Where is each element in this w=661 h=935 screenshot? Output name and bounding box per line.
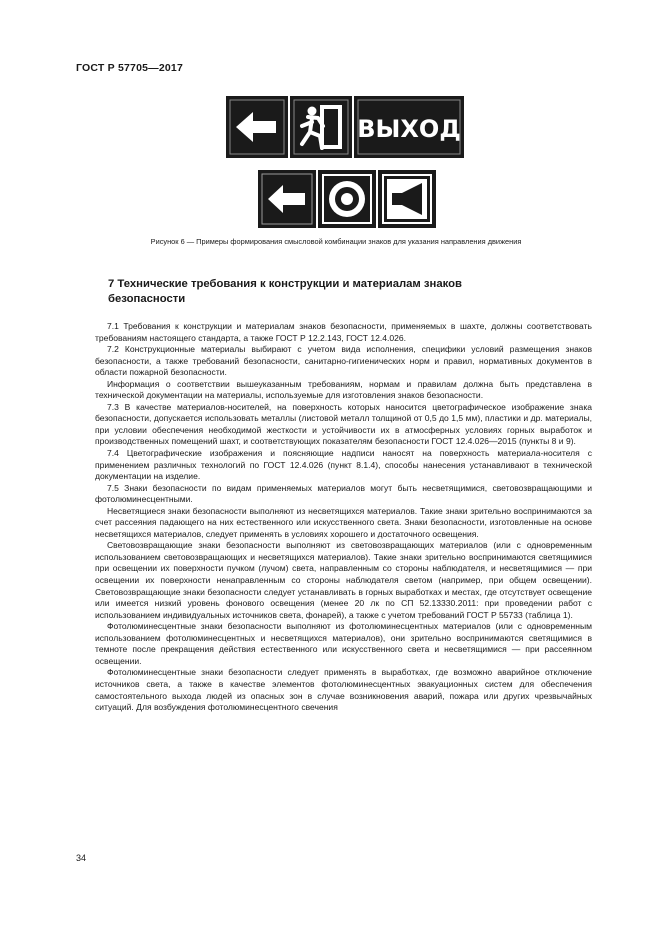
ring-target-icon bbox=[318, 170, 376, 228]
body-text bbox=[95, 321, 592, 714]
siren-horn-icon bbox=[378, 170, 436, 228]
running-man-sign bbox=[290, 96, 352, 158]
arrow-left-sign bbox=[226, 96, 288, 158]
page-number: 34 bbox=[76, 853, 87, 863]
running-man-door-icon bbox=[290, 96, 352, 158]
arrow-left-icon bbox=[226, 96, 288, 158]
section-heading-line-2: безопасности bbox=[108, 293, 186, 305]
paragraph: 7.1 Требования к конструкции и материалам знаков безопасности, применяемых в шахте, должны соответствовать требованиям настоящего стандарта, а также ГОСТ Р 12.2.143, ГОСТ 12.4.026. bbox=[95, 321, 592, 343]
paragraph: 7.2 Конструкционные материалы выбирают с учетом вида исполнения, специфики условий размещения знаков безопасности, а также требований безопасности, санитарно-гигиенических норм и правил, нормативных документов в области пожарной безопасности. bbox=[95, 344, 592, 378]
paragraph: Несветящиеся знаки безопасности выполняют из несветящихся материалов. Такие знаки зрительно воспринимаются за счет рассеяния падающего на них естественного или искусственного света. Знаки безопасности, изготовленные на основе несветящихся материалов, следует применять в условиях хорошего и достаточного освещения. bbox=[95, 505, 592, 539]
ring-target-sign bbox=[318, 170, 376, 228]
figure-caption: Рисунок 6 — Примеры формирования смысловой комбинации знаков для указания направления движения bbox=[150, 237, 522, 246]
paragraph: Фотолюминесцентные знаки безопасности выполняют из фотолюминесцентных материалов (или с одновременным использованием фотолюминесцентных и несветящихся материалов), они зрительно воспринимаются светящимися в темноте после прекращения действия естественного или искусственного света и несветящимися — при рассеянном освещении. bbox=[95, 621, 592, 666]
section-heading-line-1: 7 Технические требования к конструкции и материалам знаков bbox=[108, 278, 463, 290]
paragraph: Фотолюминесцентные знаки безопасности следует применять в выработках, где возможно аварийное отключение источников света, а также в качестве элементов фотолюминесцентных эвакуационных систем для обеспечения самостоятельного выхода людей из опасных зон в случае возникновения аварий, пожара или других чрезвычайных ситуаций. Для возбуждения фотолюминесцентного свечения bbox=[95, 667, 592, 713]
siren-sign bbox=[378, 170, 436, 228]
paragraph: Информация о соответствии вышеуказанным требованиям, нормам и правилам должна быть представлена в технической документации на материалы, используемые для изготовления знаков безопасности. bbox=[95, 378, 592, 401]
paragraph: Световозвращающие знаки безопасности выполняют из световозвращающих материалов (или с одновременным использованием световозвращающих и несветящихся материалов). Такие знаки зрительно воспринимаются светящимися при освещении их поверхности пучком (лучом) света, направленным со стороны наблюдателя, и несветящимися — при освещении их поверхности ненаправленным со стороны наблюдателя светом (например, при общем освещении). Световозвращающие знаки безопасности следует устанавливать в горных выработках и местах, где отсутствует освещение или имеется низкий уровень фонового освещения (менее 20 лк по СП 52.13330.2011: при проведении работ с использованием индивидуальных источников света, фонарей), а также с учетом требований ГОСТ Р 55733 (таблица 1). bbox=[95, 540, 592, 620]
paragraph: 7.3 В качестве материалов-носителей, на поверхность которых наносится цветографическое изображение знака безопасности, допускается использовать металлы (листовой металл толщиной от 0,5 до 1,5 мм), пластики и др. материалы, при условии обеспечения необходимой жесткости и устойчивости их в атмосферных условиях горных выработок и производственных помещений шахт, и соответствующих показателям безопасности ГОСТ 12.4.026—2015 (пункты 8 и 9). bbox=[95, 401, 592, 447]
arrow-left-icon bbox=[258, 170, 316, 228]
exit-sign-text: ВЫХОД bbox=[357, 115, 461, 143]
section-heading bbox=[108, 277, 548, 307]
exit-text-graphic bbox=[354, 96, 464, 158]
paragraph: 7.5 Знаки безопасности по видам применяемых материалов могут быть несветящимися, световозвращающими и фотолюминесцентными. bbox=[95, 482, 592, 505]
document-header: ГОСТ Р 57705—2017 bbox=[76, 62, 184, 74]
exit-text-sign bbox=[354, 96, 464, 158]
arrow-left-sign-small bbox=[258, 170, 316, 228]
paragraph: 7.4 Цветографические изображения и поясняющие надписи наносят на поверхность материала-носителя с применением различных технологий по ГОСТ 12.4.026 (пункт 8.1.4), способы нанесения устанавливают в технической документации на изделие. bbox=[95, 448, 592, 482]
